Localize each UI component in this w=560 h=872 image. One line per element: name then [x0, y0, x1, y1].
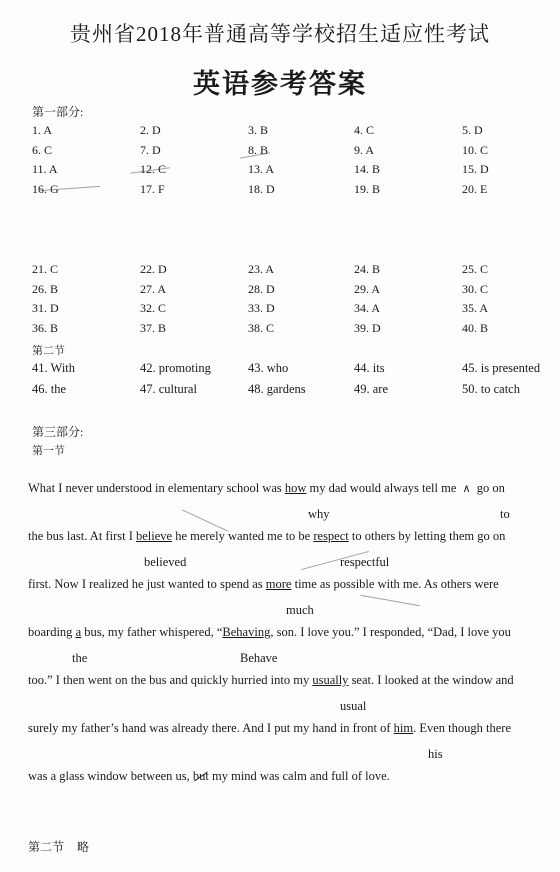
passage-line: first. Now I realized he just wanted to spend as more time as possible with me. As others were: [28, 577, 499, 591]
part2-section-label: 第二节: [32, 345, 65, 357]
answer-item: 48. gardens: [248, 382, 306, 396]
answer-item: 24. B: [354, 262, 381, 276]
correction-line: [28, 649, 558, 673]
answer-item: 37. B: [140, 320, 167, 335]
correction-line: [28, 697, 558, 721]
answer-item: 10. C: [462, 142, 489, 157]
answer-item: 38. C: [248, 320, 275, 335]
correction-word: why: [308, 507, 330, 521]
footer-text: 略: [77, 840, 90, 854]
answer-item: 30. C: [462, 281, 489, 296]
answer-item: 27. A: [140, 281, 167, 296]
correction-line: [28, 553, 558, 577]
correction-line: [28, 601, 558, 625]
answer-item: 46. the: [32, 382, 67, 396]
correction-word: respectful: [340, 555, 390, 569]
answer-item: 40. B: [462, 320, 489, 335]
answer-item: 26. B: [32, 281, 59, 296]
answer-item: 21. C: [32, 262, 59, 276]
answer-item: 43. who: [248, 361, 289, 375]
answer-item: 50. to catch: [462, 382, 520, 396]
correction-word: his: [428, 747, 443, 761]
answer-row: [32, 123, 552, 143]
correction-word: the: [72, 651, 88, 665]
deleted-word: but: [192, 769, 209, 783]
part3-label: 第三部分:: [32, 425, 84, 439]
footer: [28, 838, 89, 855]
correction-word: believed: [144, 555, 187, 569]
answer-item: 22. D: [140, 262, 167, 276]
answer-item: 3. B: [248, 123, 269, 137]
part1-label: 第一部分:: [32, 105, 84, 119]
answer-item: 8. B: [248, 142, 269, 157]
passage-line: the bus last. At first I believe he merely wanted me to be respect to others by letting them go on: [28, 529, 506, 543]
answer-item: 25. C: [462, 262, 489, 276]
footer-section-label: 第二节: [28, 840, 65, 854]
correction-word: to: [500, 507, 510, 521]
part3-section-label: 第一节: [32, 445, 65, 457]
insert-caret-icon: [460, 481, 474, 495]
answer-row: [32, 361, 552, 382]
answer-item: 32. C: [140, 301, 167, 315]
passage-line: What I never understood in elementary school was how my dad would always tell me ∧ go on: [28, 481, 558, 505]
cloze-answer-grid: [32, 361, 552, 403]
answer-item: 18. D: [248, 181, 275, 196]
correction-word: much: [286, 603, 314, 617]
passage-line: surely my father’s hand was already there. And I put my hand in front of him. Even though there: [28, 721, 511, 735]
answer-item: 36. B: [32, 320, 59, 335]
answer-item: 31. D: [32, 301, 59, 315]
answer-item: 2. D: [140, 123, 161, 137]
error-correction-passage: [28, 481, 558, 793]
answer-row: [32, 382, 552, 403]
answer-item: 47. cultural: [140, 382, 197, 396]
answer-item: 29. A: [354, 281, 381, 296]
answer-item: 12. C: [140, 162, 167, 176]
answer-row: [32, 262, 552, 282]
answer-row: [32, 143, 552, 163]
answer-item: 39. D: [354, 320, 381, 335]
answer-row: [32, 282, 552, 302]
answer-item: 19. B: [354, 181, 381, 196]
answer-item: 34. A: [354, 301, 381, 315]
answer-item: 16. G: [32, 181, 59, 196]
answer-title: 英语参考答案: [193, 69, 367, 99]
answer-item: 13. A: [248, 162, 275, 176]
answer-item: 33. D: [248, 301, 275, 315]
answer-item: 42. promoting: [140, 361, 211, 375]
exam-title: 贵州省2018年普通高等学校招生适应性考试: [70, 22, 490, 46]
answer-item: 44. its: [354, 361, 385, 375]
answer-item: 20. E: [462, 181, 488, 196]
answer-item: 28. D: [248, 281, 275, 296]
answer-row: [32, 162, 552, 182]
passage-line: boarding a bus, my father whispered, “Behaving, son. I love you.” I responded, “Dad, I love you: [28, 625, 511, 639]
part2-answer-grid: [32, 262, 552, 340]
answer-item: 11. A: [32, 162, 58, 176]
answer-item: 7. D: [140, 142, 161, 157]
correction-line: [28, 505, 558, 529]
answer-item: 9. A: [354, 142, 375, 157]
answer-item: 35. A: [462, 301, 489, 315]
answer-item: 4. C: [354, 123, 375, 137]
answer-item: 14. B: [354, 162, 381, 176]
answer-item: 23. A: [248, 262, 275, 276]
correction-line: [28, 745, 558, 769]
answer-row: [32, 301, 552, 321]
answer-item: 1. A: [32, 123, 53, 137]
answer-item: 41. With: [32, 361, 76, 375]
answer-row: [32, 321, 552, 341]
part1-answer-grid: [32, 123, 552, 201]
answer-item: 49. are: [354, 382, 389, 396]
answer-item: 15. D: [462, 162, 489, 176]
answer-item: 5. D: [462, 123, 483, 137]
passage-line: too.” I then went on the bus and quickly hurried into my usually seat. I looked at the window and: [28, 673, 514, 687]
passage-line: was a glass window between us, but my mind was calm and full of love.: [28, 769, 390, 783]
correction-word: usual: [340, 699, 367, 713]
answer-row: [32, 182, 552, 202]
answer-item: 45. is presented: [462, 361, 541, 375]
answer-item: 17. F: [140, 181, 165, 196]
correction-word: Behave: [240, 651, 278, 665]
answer-item: 6. C: [32, 142, 53, 157]
